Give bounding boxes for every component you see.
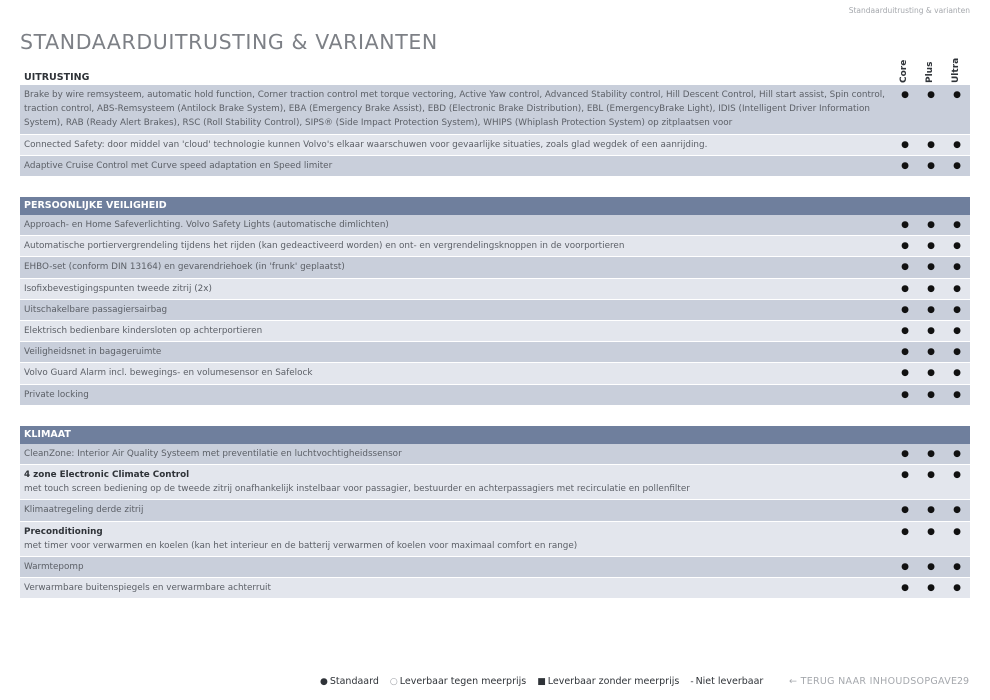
row-text: met touch screen bediening op de tweede zitrij onafhankelijk instelbaar voor passagier, bestuurder en achterpassagiers met recirculatie en pollenfilter xyxy=(24,484,690,495)
standard-dot-icon: ● xyxy=(901,562,909,573)
filled-circle-icon: ● xyxy=(320,676,328,687)
table-row xyxy=(20,465,970,499)
standard-dot-icon: ● xyxy=(953,160,961,171)
standard-dot-icon: ● xyxy=(901,262,909,273)
availability-marks xyxy=(892,385,970,402)
availability-marks xyxy=(892,321,970,338)
row-text: Elektrisch bedienbare kindersloten op achterportieren xyxy=(24,326,263,337)
standard-dot-icon: ● xyxy=(927,470,935,481)
row-text: Isofixbevestigingspunten tweede zitrij (2x) xyxy=(24,283,212,294)
standard-dot-icon: ● xyxy=(901,526,909,537)
standard-dot-icon: ● xyxy=(927,448,935,459)
standard-dot-icon: ● xyxy=(927,326,935,337)
availability-marks xyxy=(892,342,970,359)
row-text: Adaptive Cruise Control met Curve speed adaptation en Speed limiter xyxy=(24,160,333,171)
column-header-core: Core xyxy=(899,59,909,83)
availability-marks xyxy=(892,300,970,317)
row-description xyxy=(20,236,892,256)
standard-dot-icon: ● xyxy=(901,241,909,252)
standard-dot-icon: ● xyxy=(927,283,935,294)
row-text: Veiligheidsnet in bagageruimte xyxy=(24,347,162,358)
availability-marks xyxy=(892,557,970,574)
row-description xyxy=(20,342,892,362)
row-description xyxy=(20,300,892,320)
row-description xyxy=(20,156,892,176)
back-to-contents-label: TERUG NAAR INHOUDSOPGAVE xyxy=(800,676,958,687)
standard-dot-icon: ● xyxy=(901,139,909,150)
table-row xyxy=(20,578,970,598)
standard-dot-icon: ● xyxy=(953,139,961,150)
legend-item xyxy=(537,676,679,687)
row-text: Volvo Guard Alarm incl. bewegings- en volumesensor en Safelock xyxy=(24,368,313,379)
availability-marks xyxy=(892,363,970,380)
standard-dot-icon: ● xyxy=(953,583,961,594)
row-text: Warmtepomp xyxy=(24,562,84,573)
standard-dot-icon: ● xyxy=(901,326,909,337)
row-text: CleanZone: Interior Air Quality Systeem met preventilatie en luchtvochtigheidssensor xyxy=(24,448,402,459)
equipment-table xyxy=(20,71,970,599)
standard-dot-icon: ● xyxy=(953,562,961,573)
row-text: met timer voor verwarmen en koelen (kan het interieur en de batterij verwarmen of koelen voor maximaal comfort en range) xyxy=(24,540,578,551)
standard-dot-icon: ● xyxy=(953,470,961,481)
row-description xyxy=(20,279,892,299)
standard-dot-icon: ● xyxy=(901,470,909,481)
standard-dot-icon: ● xyxy=(927,304,935,315)
standard-dot-icon: ● xyxy=(927,241,935,252)
standard-dot-icon: ● xyxy=(927,526,935,537)
standard-dot-icon: ● xyxy=(927,90,935,100)
row-text: Automatische portiervergrendeling tijdens het rijden (kan gedeactiveerd worden) en ont- en vergrendelingsknoppen in de voorportieren xyxy=(24,241,625,252)
row-description xyxy=(20,557,892,577)
availability-marks xyxy=(892,135,970,152)
standard-dot-icon: ● xyxy=(927,347,935,358)
table-row xyxy=(20,236,970,256)
row-description xyxy=(20,85,892,134)
row-description xyxy=(20,321,892,341)
availability-marks xyxy=(892,156,970,173)
legend-item xyxy=(390,676,526,687)
dash-icon: - xyxy=(690,676,694,687)
column-header-plus: Plus xyxy=(925,61,935,83)
standard-dot-icon: ● xyxy=(953,526,961,537)
section-gap xyxy=(20,406,970,426)
standard-dot-icon: ● xyxy=(953,448,961,459)
row-text: Uitschakelbare passagiersairbag xyxy=(24,304,168,315)
table-row xyxy=(20,156,970,176)
standard-dot-icon: ● xyxy=(901,583,909,594)
row-text: Private locking xyxy=(24,389,89,400)
availability-marks xyxy=(892,444,970,461)
availability-marks xyxy=(892,465,970,482)
availability-marks xyxy=(892,500,970,517)
section-header: KLIMAAT xyxy=(20,426,970,444)
standard-dot-icon: ● xyxy=(927,562,935,573)
table-row xyxy=(20,444,970,464)
table-row xyxy=(20,385,970,405)
standard-dot-icon: ● xyxy=(901,448,909,459)
standard-dot-icon: ● xyxy=(901,220,909,231)
standard-dot-icon: ● xyxy=(953,304,961,315)
row-text: Klimaatregeling derde zitrij xyxy=(24,505,144,516)
running-head: Standaarduitrusting & varianten xyxy=(848,6,970,15)
filled-square-icon: ■ xyxy=(537,676,546,687)
row-text: Approach- en Home Safeverlichting. Volvo Safety Lights (automatische dimlichten) xyxy=(24,220,389,231)
row-divider xyxy=(20,598,970,599)
standard-dot-icon: ● xyxy=(953,368,961,379)
row-description xyxy=(20,522,892,556)
row-text: EHBO-set (conform DIN 13164) en gevarendriehoek (in 'frunk' geplaatst) xyxy=(24,262,345,273)
table-row xyxy=(20,557,970,577)
table-row xyxy=(20,135,970,155)
standard-dot-icon: ● xyxy=(953,220,961,231)
row-text: Connected Safety: door middel van 'cloud' technologie kunnen Volvo's elkaar waarschuwen voor gevaarlijke situaties, zoals glad wegdek of een aanrijding. xyxy=(24,139,708,150)
legend xyxy=(320,676,763,687)
table-row xyxy=(20,342,970,362)
table-row xyxy=(20,321,970,341)
standard-dot-icon: ● xyxy=(927,389,935,400)
row-text: Verwarmbare buitenspiegels en verwarmbare achterruit xyxy=(24,583,271,594)
row-description xyxy=(20,500,892,520)
standard-dot-icon: ● xyxy=(927,505,935,516)
standard-dot-icon: ● xyxy=(953,347,961,358)
table-row xyxy=(20,363,970,383)
standard-dot-icon: ● xyxy=(953,389,961,400)
table-row xyxy=(20,85,970,134)
standard-dot-icon: ● xyxy=(953,505,961,516)
row-description xyxy=(20,363,892,383)
standard-dot-icon: ● xyxy=(901,90,909,100)
standard-dot-icon: ● xyxy=(927,583,935,594)
row-description xyxy=(20,465,892,499)
availability-marks xyxy=(892,215,970,232)
standard-dot-icon: ● xyxy=(927,139,935,150)
table-row xyxy=(20,500,970,520)
standard-dot-icon: ● xyxy=(901,283,909,294)
legend-label: Niet leverbaar xyxy=(695,676,764,687)
standard-dot-icon: ● xyxy=(953,241,961,252)
availability-marks xyxy=(892,257,970,274)
standard-dot-icon: ● xyxy=(953,326,961,337)
page-number: 29 xyxy=(957,676,970,687)
back-to-contents-link[interactable] xyxy=(789,676,957,687)
legend-item xyxy=(320,676,379,687)
table-row xyxy=(20,215,970,235)
availability-marks xyxy=(892,236,970,253)
legend-label: Standaard xyxy=(329,676,379,687)
row-description xyxy=(20,385,892,405)
standard-dot-icon: ● xyxy=(901,347,909,358)
row-description xyxy=(20,578,892,598)
row-description xyxy=(20,135,892,155)
availability-marks xyxy=(892,522,970,539)
standard-dot-icon: ● xyxy=(927,160,935,171)
availability-marks xyxy=(892,85,970,102)
legend-label: Leverbaar zonder meerprijs xyxy=(547,676,680,687)
row-text: Brake by wire remsysteem, automatic hold function, Corner traction control met torque vectoring, Active Yaw control, Advanced Stability control, Hill Descent Control, Hill start assist, Spin control, traction control, ABS-Remsysteem (Antilock Brake System), EBA (Emergency Brake Assist), EBD (Electronic Brake Distribution), EBL (EmergencyBrake Light), IDIS (Intelligent Driver Information System), RAB (Ready Alert Brakes), RSC (Roll Stability Control), SIPS® (Side Impact Protection System), WHIPS (Whiplash Protection System) op zitplaatsen voor xyxy=(24,90,885,129)
open-circle-icon: ○ xyxy=(389,676,398,687)
arrow-left-icon: ← xyxy=(789,676,798,687)
standard-dot-icon: ● xyxy=(901,160,909,171)
table-row xyxy=(20,300,970,320)
standard-dot-icon: ● xyxy=(927,262,935,273)
standard-dot-icon: ● xyxy=(953,90,961,100)
legend-label: Leverbaar tegen meerprijs xyxy=(399,676,527,687)
table-row xyxy=(20,522,970,556)
availability-marks xyxy=(892,279,970,296)
standard-dot-icon: ● xyxy=(901,304,909,315)
row-description xyxy=(20,257,892,277)
column-header-ultra: Ultra xyxy=(951,57,961,83)
legend-item xyxy=(690,676,763,687)
section-gap xyxy=(20,177,970,197)
standard-dot-icon: ● xyxy=(927,368,935,379)
row-description xyxy=(20,215,892,235)
page-title: STANDAARDUITRUSTING & VARIANTEN xyxy=(20,30,438,54)
section-header: UITRUSTING xyxy=(24,72,90,83)
standard-dot-icon: ● xyxy=(953,262,961,273)
section-header: PERSOONLIJKE VEILIGHEID xyxy=(20,197,970,215)
table-row xyxy=(20,279,970,299)
standard-dot-icon: ● xyxy=(927,220,935,231)
standard-dot-icon: ● xyxy=(901,368,909,379)
row-description xyxy=(20,444,892,464)
standard-dot-icon: ● xyxy=(953,283,961,294)
row-title: Preconditioning xyxy=(24,526,103,537)
standard-dot-icon: ● xyxy=(901,505,909,516)
table-row xyxy=(20,257,970,277)
row-title: 4 zone Electronic Climate Control xyxy=(24,470,190,481)
standard-dot-icon: ● xyxy=(901,389,909,400)
availability-marks xyxy=(892,578,970,595)
